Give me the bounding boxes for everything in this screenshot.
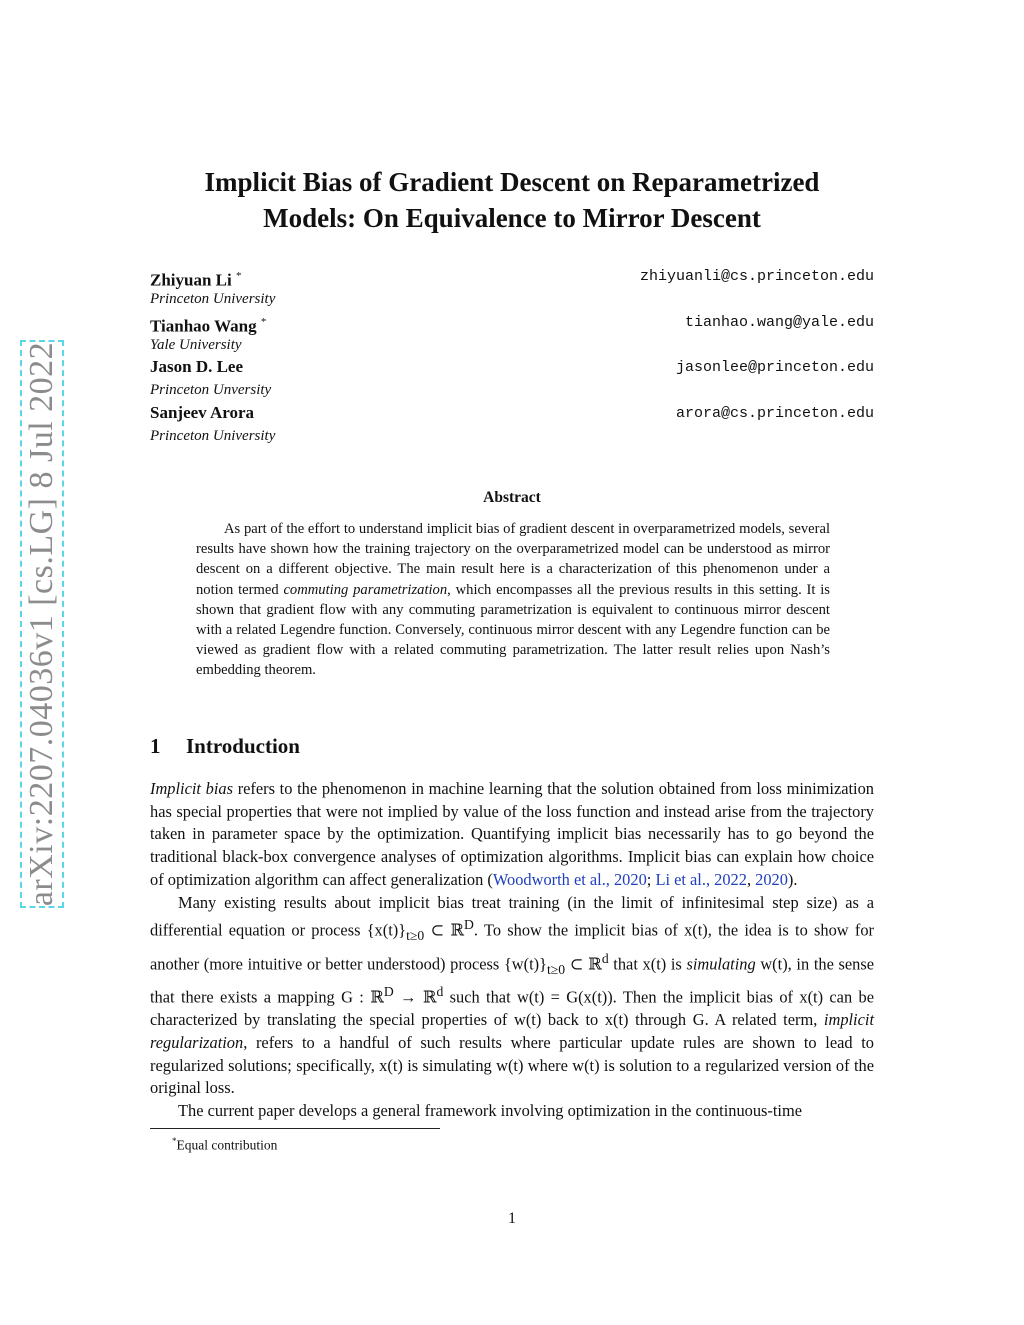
intro-text: refers to the phenomenon in machine learning that the solution obtained from loss minimization has special properties that were not implied by value of the loss function and instead arise from the trajectory taken in parameter space by the optimization. Quantifying implicit bias necessarily has to go beyond the traditional black-box convergence analyses of optimization algorithms. Implicit bias can explain how choice of optimization algorithm can affect generalization (	[150, 779, 874, 889]
abstract-heading: Abstract	[483, 489, 541, 506]
math-subscript: t≥0	[406, 927, 425, 943]
term-emphasis: simulating	[686, 954, 756, 974]
paper-title	[150, 164, 874, 236]
citation-link[interactable]: 2020	[755, 869, 788, 889]
intro-text: → ℝ	[393, 987, 437, 1007]
title-line-1: Implicit Bias of Gradient Descent on Reparametrized	[204, 167, 820, 197]
author-name-wrapper	[150, 355, 243, 379]
intro-text: , refers to a handful of such results where particular update rules are shown to lead to regularized solutions; specifically, x(t) is simulating w(t) where w(t) is solution to a regularized version of the original loss.	[150, 1033, 874, 1098]
intro-text: w(t), in the sense that there exists a mapping G : ℝ	[150, 954, 875, 1007]
section-title: Introduction	[186, 734, 300, 758]
page-number: 1	[508, 1210, 516, 1227]
author-entry	[150, 264, 874, 310]
author-email[interactable]: tianhao.wang@yale.edu	[684, 313, 874, 331]
author-entry	[150, 355, 874, 401]
author-affiliation: Yale University	[150, 336, 242, 353]
author-entry	[150, 401, 874, 447]
introduction-body	[150, 778, 874, 1123]
math-superscript: d	[601, 950, 609, 966]
equal-contribution-mark: *	[260, 315, 267, 328]
intro-text: ⊂ ℝ	[565, 954, 602, 974]
footnote-rule	[150, 1128, 440, 1129]
abstract-body	[196, 519, 830, 681]
section-heading	[150, 732, 300, 760]
intro-text: . To show the implicit bias of x(t), the idea is to show for another (more intuitive or better understood) process {w(t)}	[150, 920, 874, 974]
author-affiliation: Princeton University	[150, 291, 276, 307]
author-affiliation: Princeton Unversity	[150, 382, 272, 398]
math-superscript: d	[436, 984, 444, 1000]
intro-paragraph	[150, 778, 874, 892]
intro-text: such that w(t) = G(x(t)). Then the implicit bias of x(t) can be characterized by translating the special properties of w(t) back to x(t) through G. A related term,	[150, 987, 874, 1030]
author-email[interactable]: arora@cs.princeton.edu	[675, 404, 874, 422]
footnote	[172, 1131, 277, 1156]
intro-paragraph: The current paper develops a general framework involving optimization in the continuous-time	[178, 1101, 803, 1121]
abstract-emphasis: commuting parametrization	[283, 581, 448, 598]
author-name: Tianhao Wang	[150, 316, 257, 336]
citation-link[interactable]: Li et al., 2022	[655, 869, 747, 889]
footnote-text: Equal contribution	[176, 1137, 278, 1153]
term-emphasis: Implicit bias	[150, 779, 233, 798]
abstract-text: , which encompasses all the previous results in this setting. It is shown that gradient flow with any commuting parametrization is equivalent to continuous mirror descent with a related Legendre function. Conversely, continuous mirror descent with any Legendre function can be viewed as gradient flow with a related commuting parametrization. The latter result relies upon Nash’s embedding theorem.	[196, 581, 830, 679]
author-email[interactable]: zhiyuanli@cs.princeton.edu	[639, 268, 874, 285]
intro-text: Many existing results about implicit bias treat training (in the limit of infinitesimal step size) as a differential equation or process {x(t)}	[150, 892, 874, 940]
author-block	[150, 264, 874, 446]
intro-text: that x(t) is	[608, 954, 687, 974]
author-entry	[150, 310, 874, 356]
abstract-paragraph	[196, 519, 830, 681]
title-line-2: Models: On Equivalence to Mirror Descent	[263, 203, 761, 233]
equal-contribution-mark: *	[236, 270, 242, 282]
author-name: Zhiyuan Li	[150, 270, 232, 290]
arxiv-identifier: arXiv:2207.04036v1 [cs.LG] 8 Jul 2022	[23, 341, 61, 907]
author-affiliation: Princeton University	[150, 427, 276, 444]
author-email[interactable]: jasonlee@princeton.edu	[675, 359, 874, 376]
term-emphasis: implicit regularization	[150, 1010, 874, 1052]
intro-paragraph	[150, 892, 874, 1101]
math-subscript: t≥0	[547, 961, 566, 977]
citation-link[interactable]: Woodworth et al., 2020	[492, 869, 647, 889]
arxiv-stamp	[20, 340, 64, 908]
footnote-mark: *	[172, 1136, 177, 1146]
math-superscript: D	[383, 984, 394, 1000]
intro-text: ⊂ ℝ	[424, 920, 465, 940]
intro-text: ).	[787, 869, 798, 889]
section-number: 1	[150, 734, 161, 758]
abstract-text: As part of the effort to understand implicit bias of gradient descent in overparametrized models, several results have shown how the training trajectory on the overparametrized model can be understood as mirror descent on a different objective. The main result here is a characterization of this phenomenon under a notion termed	[196, 521, 830, 598]
author-name: Sanjeev Arora	[150, 402, 255, 422]
citation-separator: ;	[646, 869, 656, 889]
math-superscript: D	[464, 917, 474, 933]
author-name: Jason D. Lee	[150, 357, 244, 376]
citation-separator: ,	[746, 869, 756, 889]
author-name-wrapper	[150, 401, 254, 425]
